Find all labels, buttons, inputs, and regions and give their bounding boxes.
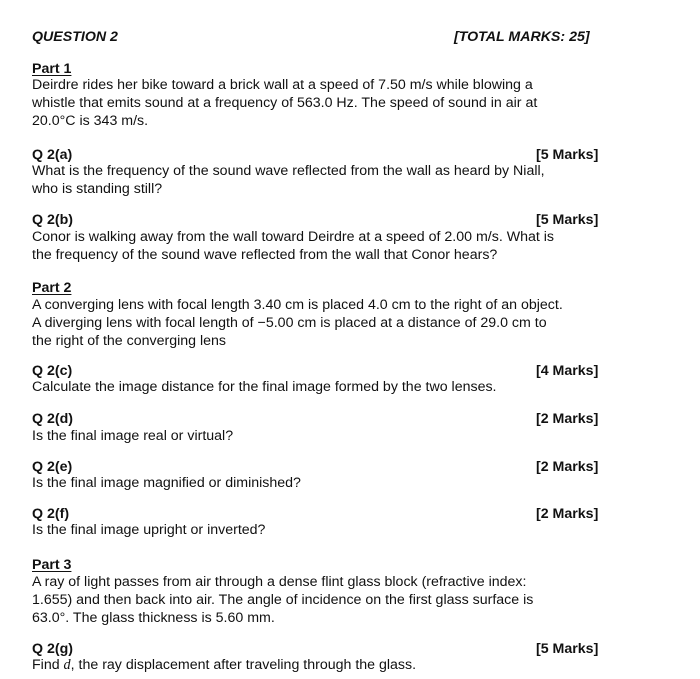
- q2g-variable: d: [63, 657, 71, 673]
- q2d-text: Is the final image real or virtual?: [32, 428, 234, 444]
- q2a-text: What is the frequency of the sound wave reflected from the wall as heard by Niall,: [32, 163, 545, 179]
- q2a-marks: [5 Marks]: [536, 147, 599, 163]
- q2e-text: Is the final image magnified or diminished?: [32, 475, 301, 491]
- part3-line: 63.0°. The glass thickness is 5.60 mm.: [32, 610, 275, 626]
- q2d-marks: [2 Marks]: [536, 411, 599, 427]
- total-marks: [TOTAL MARKS: 25]: [454, 29, 590, 45]
- part2-line: A converging lens with focal length 3.40 cm is placed 4.0 cm to the right of an object.: [32, 297, 563, 313]
- part1-line: Deirdre rides her bike toward a brick wall at a speed of 7.50 m/s while blowing a: [32, 77, 533, 93]
- part3-title: Part 3: [32, 557, 72, 573]
- q2g-marks: [5 Marks]: [536, 641, 599, 657]
- part2-line: the right of the converging lens: [32, 333, 227, 349]
- q2g-text-after: , the ray displacement after traveling through the glass.: [70, 657, 417, 673]
- q2g-text: [32, 656, 416, 674]
- q2a-text: who is standing still?: [32, 181, 163, 197]
- q2e-marks: [2 Marks]: [536, 459, 599, 475]
- part1-line: whistle that emits sound at a frequency of 563.0 Hz. The speed of sound in air at: [32, 95, 538, 111]
- part1-line: 20.0°C is 343 m/s.: [32, 113, 149, 129]
- q2c-marks: [4 Marks]: [536, 363, 599, 379]
- question-title: QUESTION 2: [32, 29, 118, 45]
- q2g-label: Q 2(g): [32, 641, 73, 657]
- q2f-text: Is the final image upright or inverted?: [32, 522, 266, 538]
- q2b-marks: [5 Marks]: [536, 212, 599, 228]
- part1-title: Part 1: [32, 61, 72, 77]
- q2b-text: the frequency of the sound wave reflected from the wall that Conor hears?: [32, 247, 498, 263]
- q2c-label: Q 2(c): [32, 363, 73, 379]
- q2b-text: Conor is walking away from the wall toward Deirdre at a speed of 2.00 m/s. What is: [32, 229, 555, 245]
- q2f-marks: [2 Marks]: [536, 506, 599, 522]
- part2-line: A diverging lens with focal length of −5.00 cm is placed at a distance of 29.0 cm to: [32, 315, 547, 331]
- part3-line: A ray of light passes from air through a dense flint glass block (refractive index:: [32, 574, 527, 590]
- q2e-label: Q 2(e): [32, 459, 73, 475]
- part2-title: Part 2: [32, 280, 72, 296]
- q2a-label: Q 2(a): [32, 147, 73, 163]
- q2f-label: Q 2(f): [32, 506, 70, 522]
- q2d-label: Q 2(d): [32, 411, 73, 427]
- q2c-text: Calculate the image distance for the final image formed by the two lenses.: [32, 379, 497, 395]
- part3-line: 1.655) and then back into air. The angle of incidence on the first glass surface is: [32, 592, 534, 608]
- q2b-label: Q 2(b): [32, 212, 73, 228]
- q2g-text-before: Find: [32, 657, 64, 673]
